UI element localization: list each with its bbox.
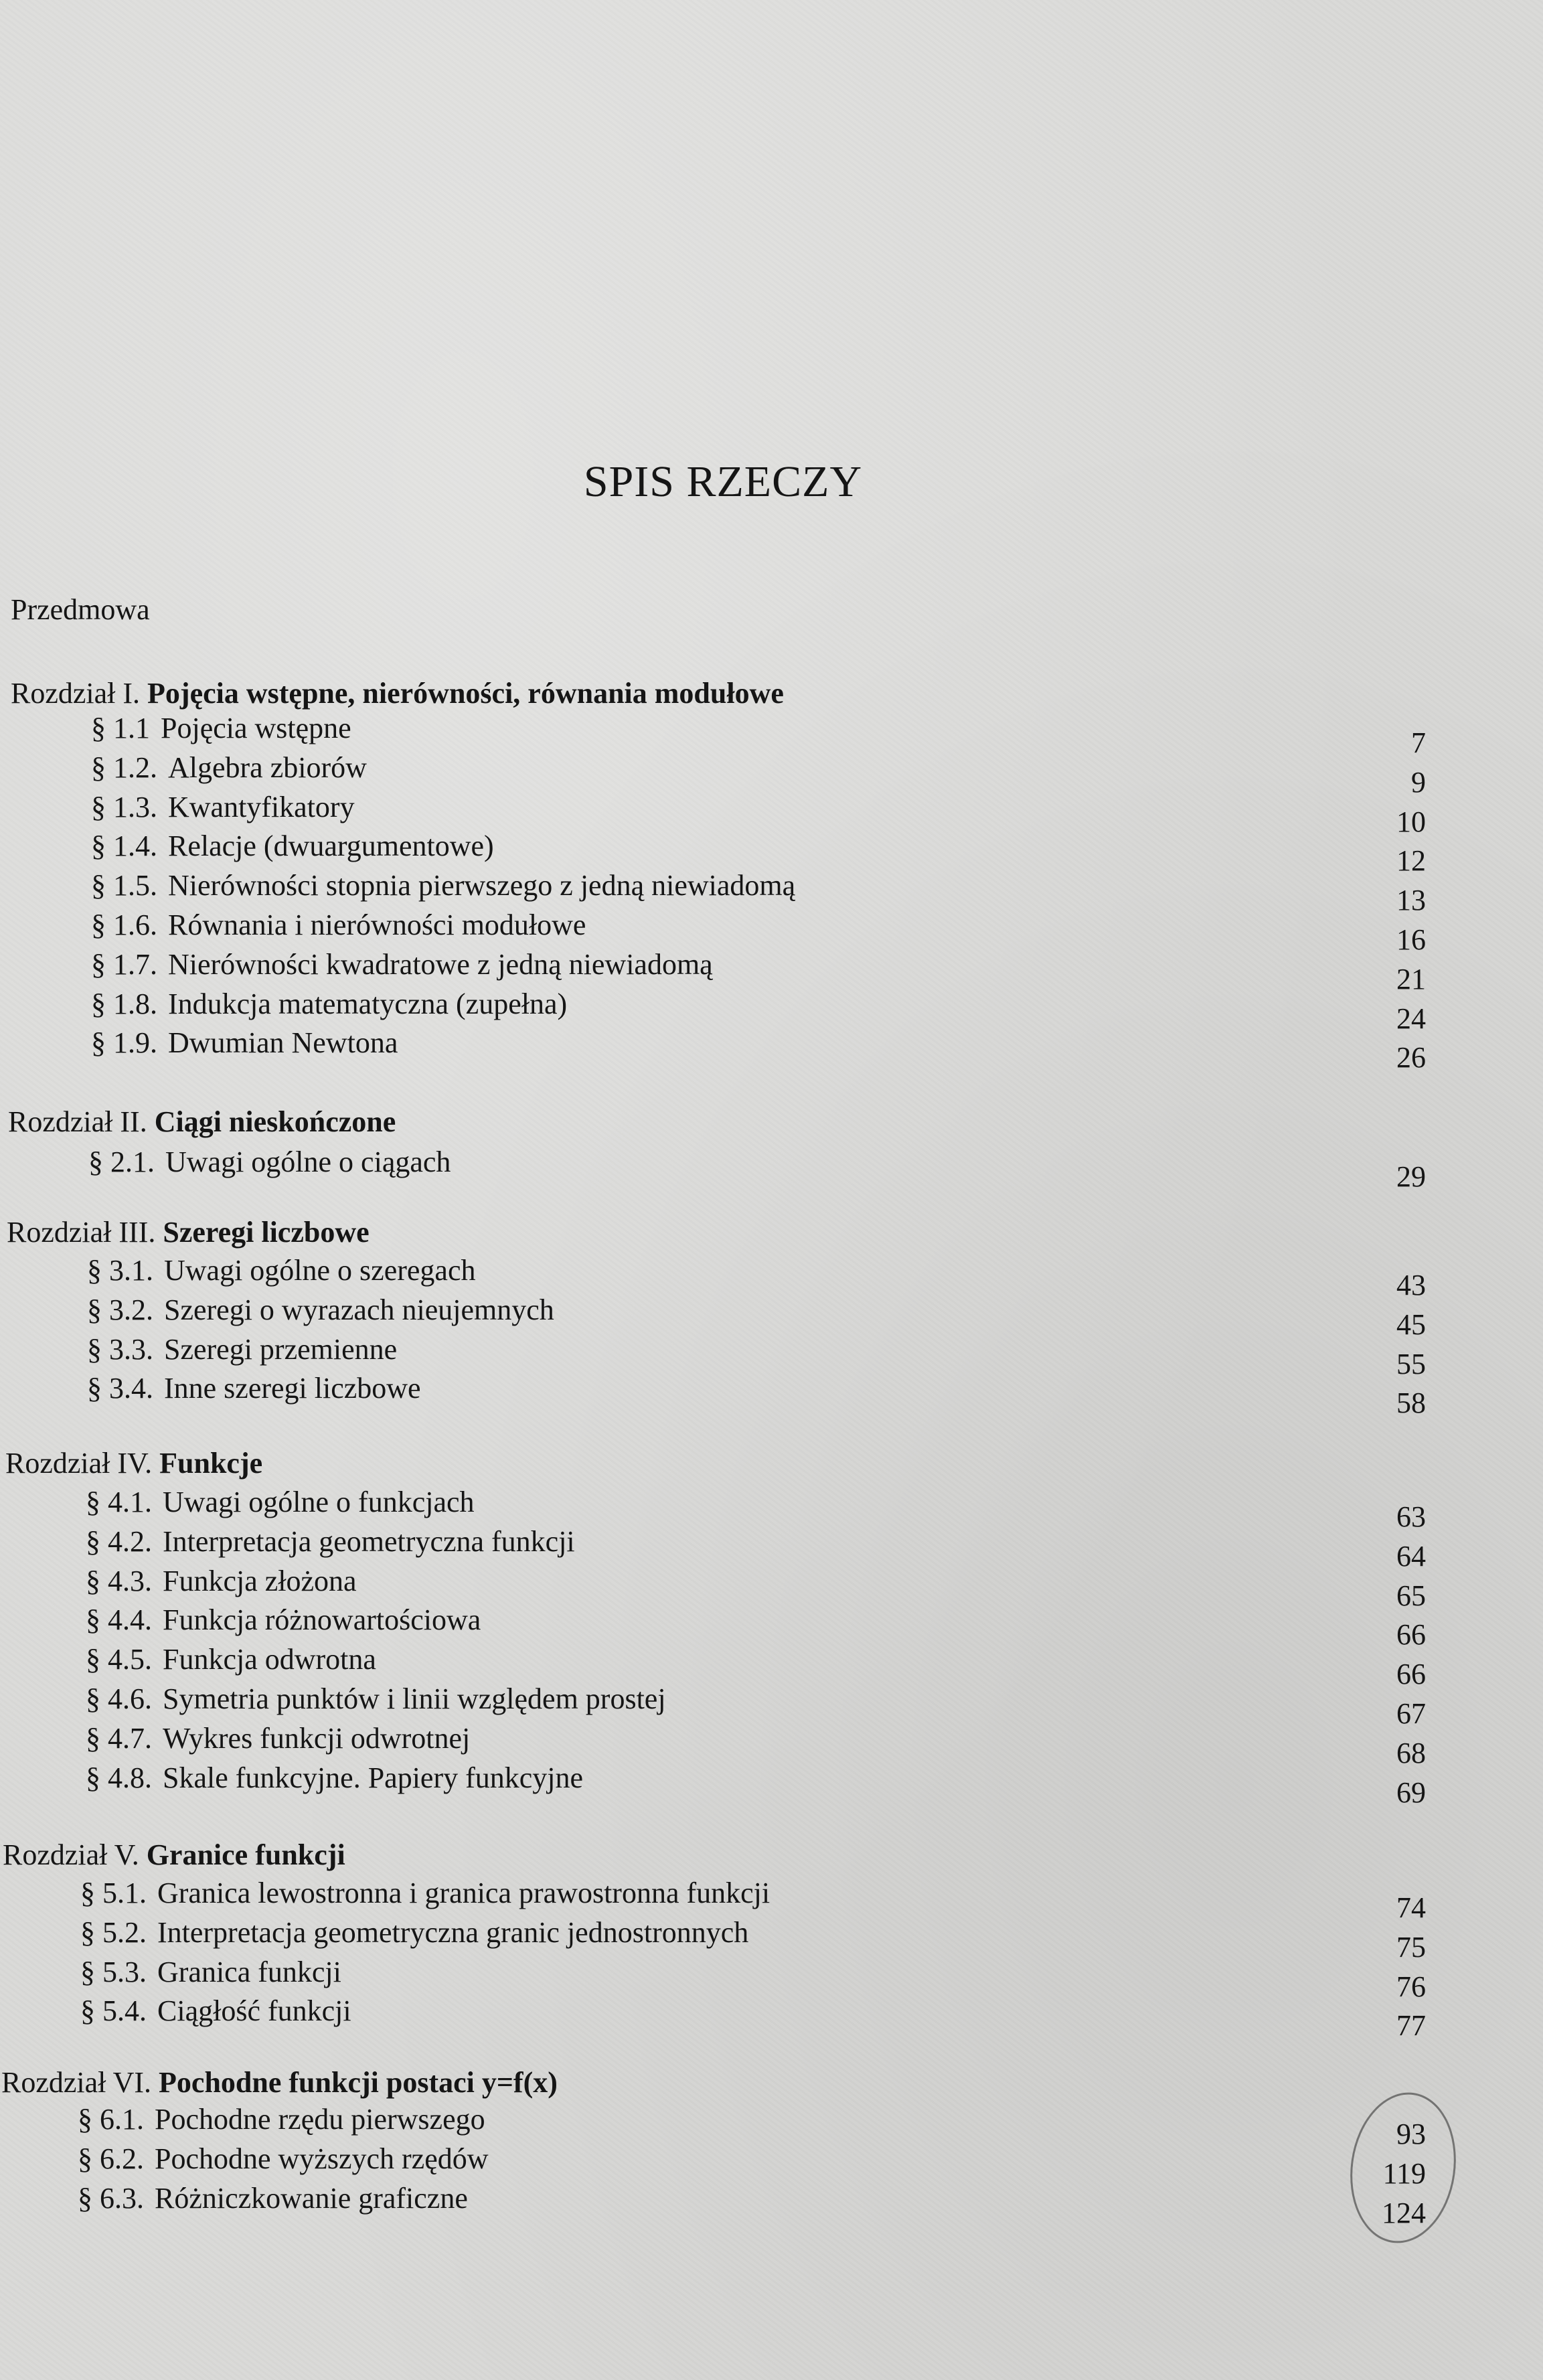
page-number: 26	[1396, 1041, 1426, 1075]
dot-leader	[370, 1564, 1349, 1599]
page-number: 9	[1411, 765, 1426, 799]
toc-entry	[86, 1721, 470, 1756]
dot-leader	[783, 1876, 1349, 1911]
chapter-heading	[8, 1105, 396, 1139]
toc-entry	[80, 1955, 341, 1990]
chapter-number: Rozdział II.	[8, 1105, 155, 1138]
dot-leader	[580, 987, 1349, 1022]
dot-leader	[365, 711, 1349, 746]
dot-leader	[488, 1485, 1349, 1520]
page-number: 55	[1396, 1347, 1426, 1380]
chapter-heading	[11, 676, 784, 711]
toc-entry	[78, 2181, 468, 2216]
page-number: 21	[1396, 962, 1426, 996]
section-title: Różniczkowanie graficzne	[155, 2181, 468, 2215]
page-number: 75	[1396, 1930, 1426, 1964]
toc-entry	[91, 908, 586, 943]
section-title: Funkcja złożona	[163, 1564, 357, 1597]
section-number: § 4.6.	[86, 1682, 152, 1715]
section-title: Granica lewostronna i granica prawostronna funkcji	[157, 1877, 770, 1909]
chapter-heading	[5, 1446, 262, 1481]
dot-leader	[568, 1293, 1349, 1328]
toc-entry	[86, 1485, 475, 1520]
section-number: § 1.8.	[91, 987, 157, 1020]
toc-entry	[78, 2102, 485, 2137]
dot-leader	[489, 1253, 1349, 1288]
dot-leader	[726, 947, 1349, 982]
toc-entry	[80, 1915, 748, 1950]
toc-entry	[87, 1332, 397, 1367]
dot-leader	[355, 1955, 1349, 1990]
chapter-title: Pochodne funkcji postaci y=f(x)	[159, 2066, 558, 2099]
section-number: § 4.5.	[86, 1643, 152, 1676]
dot-leader	[481, 2181, 1349, 2216]
dot-leader	[464, 1145, 1349, 1180]
chapter-title: Pojęcia wstępne, nierówności, równania modułowe	[147, 677, 784, 710]
section-number: § 3.3.	[87, 1332, 153, 1366]
page-number: 12	[1396, 844, 1426, 878]
chapter-number: Rozdział V.	[3, 1838, 147, 1871]
section-title: Pojęcia wstępne	[161, 712, 351, 744]
section-number: § 2.1.	[88, 1145, 155, 1178]
section-title: Funkcja różnowartościowa	[163, 1603, 481, 1637]
section-title: Dwumian Newtona	[168, 1026, 398, 1060]
page-number: 66	[1396, 1618, 1426, 1652]
dot-leader	[494, 1603, 1349, 1638]
dot-leader	[499, 2102, 1349, 2137]
toc-entry	[86, 1603, 481, 1638]
section-number: § 3.4.	[87, 1372, 153, 1405]
section-number: § 1.2.	[91, 750, 157, 784]
toc-entry	[91, 790, 355, 825]
section-title: Uwagi ogólne o szeregach	[164, 1254, 476, 1287]
page-number: 69	[1396, 1775, 1426, 1809]
toc-entry	[91, 987, 567, 1022]
dot-leader	[365, 1994, 1349, 2029]
section-title: Funkcja odwrotna	[163, 1643, 376, 1676]
section-number: § 3.2.	[87, 1293, 153, 1326]
section-title: Kwantyfikatory	[168, 790, 355, 823]
dot-leader	[368, 790, 1349, 825]
page-number: 77	[1396, 2009, 1426, 2043]
section-number: § 4.7.	[86, 1721, 152, 1755]
dot-leader	[679, 1682, 1349, 1717]
toc-entry	[78, 2142, 489, 2176]
section-number: § 3.1.	[87, 1254, 153, 1287]
dot-leader	[588, 1524, 1349, 1559]
page-number: 124	[1382, 2196, 1426, 2229]
section-title: Pochodne rzędu pierwszego	[155, 2103, 485, 2136]
chapter-number: Rozdział IV.	[5, 1447, 160, 1480]
chapter-heading	[3, 1838, 345, 1873]
section-title: Inne szeregi liczbowe	[164, 1372, 421, 1405]
dot-leader	[483, 1721, 1349, 1756]
section-number: § 5.1.	[80, 1877, 147, 1909]
section-title: Algebra zbiorów	[168, 750, 367, 784]
section-number: § 4.8.	[86, 1761, 152, 1794]
page-title: SPIS RZECZY	[583, 457, 863, 506]
dot-leader	[762, 1915, 1349, 1950]
toc-entry	[86, 1524, 575, 1559]
toc-entry	[86, 1564, 357, 1599]
page-number: 67	[1396, 1697, 1426, 1730]
section-number: § 4.3.	[86, 1564, 152, 1597]
chapter-title: Ciągi nieskończone	[154, 1105, 396, 1138]
page-number: 93	[1396, 2118, 1426, 2150]
toc-entry	[86, 1682, 666, 1717]
section-number: § 5.2.	[80, 1915, 147, 1949]
section-title: Nierówności stopnia pierwszego z jedną niewiadomą	[168, 869, 796, 902]
section-number: § 5.3.	[80, 1955, 147, 1988]
toc-entry	[86, 1642, 376, 1677]
page-number: 10	[1396, 805, 1426, 838]
section-number: § 4.2.	[86, 1524, 152, 1558]
section-title: Wykres funkcji odwrotnej	[163, 1721, 471, 1755]
section-number: § 1.9.	[91, 1026, 157, 1060]
toc-entry	[91, 868, 795, 903]
section-title: Szeregi przemienne	[164, 1332, 398, 1366]
section-title: Szeregi o wyrazach nieujemnych	[164, 1293, 554, 1326]
section-number: § 6.1.	[78, 2103, 144, 2136]
section-number: § 6.3.	[78, 2181, 144, 2215]
section-number: § 6.2.	[78, 2142, 144, 2175]
toc-entry	[91, 1026, 398, 1060]
dot-leader	[809, 868, 1349, 903]
dot-leader	[410, 1332, 1349, 1367]
preface-entry: Przedmowa	[11, 593, 150, 626]
section-number: § 4.4.	[86, 1603, 152, 1637]
toc-entry	[91, 711, 351, 746]
chapter-heading	[7, 1215, 370, 1250]
section-number: § 1.6.	[91, 908, 157, 941]
section-title: Relacje (dwuargumentowe)	[168, 829, 494, 863]
toc-entry	[87, 1253, 475, 1288]
page-number: 68	[1396, 1736, 1426, 1769]
dot-leader	[507, 829, 1349, 864]
page-number: 74	[1396, 1891, 1426, 1924]
section-number: § 5.4.	[80, 1994, 147, 2028]
page-number: 76	[1396, 1970, 1426, 2003]
page-number: 43	[1396, 1269, 1426, 1301]
dot-leader	[599, 908, 1349, 943]
page-number: 13	[1396, 884, 1426, 917]
toc-entry	[91, 750, 367, 785]
section-title: Równania i nierówności modułowe	[168, 908, 586, 941]
section-title: Uwagi ogólne o funkcjach	[163, 1486, 475, 1518]
chapter-title: Szeregi liczbowe	[163, 1216, 370, 1249]
section-title: Skale funkcyjne. Papiery funkcyjne	[163, 1761, 584, 1794]
section-number: § 1.1	[91, 712, 150, 744]
chapter-title: Funkcje	[159, 1447, 263, 1480]
page-number: 65	[1396, 1579, 1426, 1612]
page-number: 63	[1396, 1500, 1426, 1533]
page-number: 45	[1396, 1307, 1426, 1341]
chapter-number: Rozdział VI.	[1, 2066, 159, 2099]
section-title: Symetria punktów i linii względem prostej	[163, 1682, 666, 1715]
toc-entry	[80, 1994, 351, 2029]
section-title: Nierówności kwadratowe z jedną niewiadomą	[168, 947, 713, 981]
section-title: Uwagi ogólne o ciągach	[165, 1145, 451, 1178]
toc-entry	[80, 1876, 770, 1911]
dot-leader	[411, 1026, 1349, 1060]
chapter-title: Granice funkcji	[146, 1838, 345, 1871]
toc-entry	[87, 1371, 421, 1406]
toc-entry	[91, 947, 713, 982]
page-number: 24	[1396, 1002, 1426, 1035]
chapter-number: Rozdział I.	[11, 677, 148, 710]
page-number: 29	[1396, 1160, 1426, 1193]
section-number: § 1.5.	[91, 869, 157, 902]
section-number: § 1.3.	[91, 790, 157, 823]
page-number: 58	[1396, 1386, 1426, 1420]
section-number: § 1.7.	[91, 947, 157, 981]
section-title: Granica funkcji	[157, 1955, 341, 1988]
page-number: 16	[1396, 923, 1426, 956]
chapter-heading	[1, 2065, 558, 2100]
dot-leader	[380, 750, 1349, 785]
page-number: 119	[1382, 2156, 1426, 2190]
chapter-number: Rozdział III.	[7, 1216, 163, 1249]
section-title: Indukcja matematyczna (zupełna)	[168, 987, 568, 1020]
dot-leader	[434, 1371, 1349, 1406]
section-title: Interpretacja geometryczna funkcji	[163, 1524, 575, 1558]
section-title: Pochodne wyższych rzędów	[155, 2142, 489, 2175]
toc-entry	[88, 1145, 451, 1180]
page-number: 66	[1396, 1658, 1426, 1691]
section-number: § 1.4.	[91, 829, 157, 863]
dot-leader	[502, 2142, 1349, 2176]
toc-entry	[91, 829, 494, 864]
dot-leader	[596, 1761, 1349, 1796]
page-number: 64	[1396, 1539, 1426, 1573]
section-number: § 4.1.	[86, 1486, 152, 1518]
page-number: 7	[1411, 726, 1426, 759]
section-title: Ciągłość funkcji	[157, 1994, 351, 2028]
dot-leader	[390, 1642, 1349, 1677]
toc-entry	[87, 1293, 554, 1328]
section-title: Interpretacja geometryczna granic jednostronnych	[157, 1915, 749, 1949]
toc-entry	[86, 1761, 583, 1796]
